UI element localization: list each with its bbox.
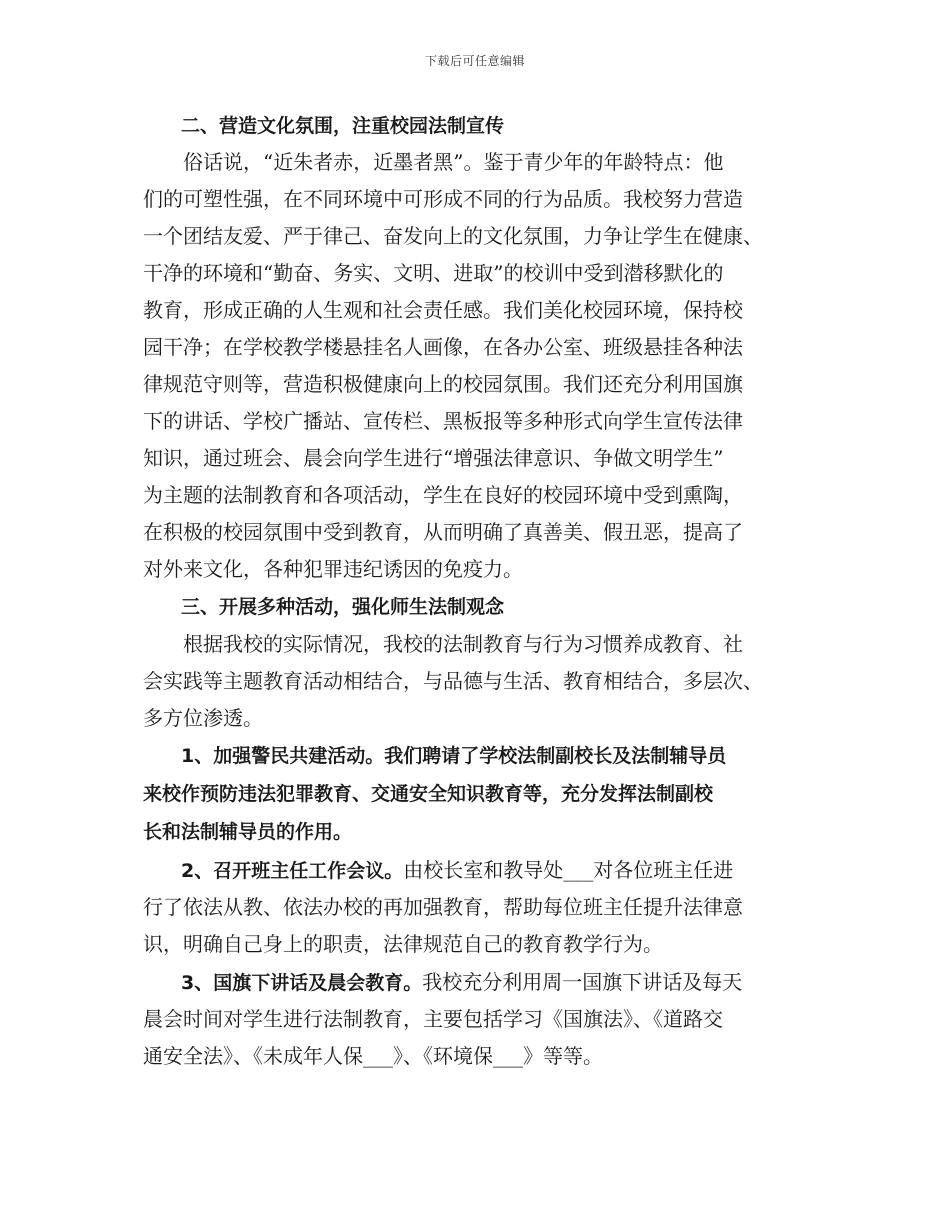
paragraph-line: 知识，通过班会、晨会向学生进行“增强法律意识、争做文明学生” [143, 446, 724, 470]
paragraph-line [143, 856, 733, 884]
section-heading: 二、营造文化氛围，注重校园法制宣传 [143, 115, 505, 137]
item-lead: 2、召开班主任工作会议。 [143, 860, 404, 882]
item-lead: 3、国旗下讲话及晨会教育。 [143, 972, 423, 994]
paragraph-line: 对外来文化，各种犯罪违纪诱因的免疫力。 [143, 557, 523, 581]
paragraph-line: 园干净；在学校教学楼悬挂名人画像，在各办公室、班级悬挂各种法 [143, 335, 743, 359]
paragraph-line: 律规范守则等，营造积极健康向上的校园氛围。我们还充分利用国旗 [143, 372, 743, 396]
paragraph-line: 会实践等主题教育活动相结合，与品德与生活、教育相结合，多层次、 [143, 669, 763, 693]
page-header: 下载后可任意编辑 [424, 54, 525, 68]
paragraph-line: 通安全法》、《未成年人保___》、《环境保___》等等。 [143, 1044, 603, 1068]
paragraph-line: 根据我校的实际情况，我校的法制教育与行为习惯养成教育、社 [143, 632, 743, 656]
paragraph-line: 下的讲话、学校广播站、宣传栏、黑板报等多种形式向学生宣传法律 [143, 409, 743, 433]
paragraph-line: 为主题的法制教育和各项活动，学生在良好的校园环境中受到熏陶， [143, 483, 743, 507]
paragraph-line: 行了依法从教、依法办校的再加强教育，帮助每位班主任提升法律意 [143, 895, 743, 919]
paragraph-line: 晨会时间对学生进行法制教育，主要包括学习《国旗法》、《道路交 [143, 1007, 723, 1031]
paragraph-line: 在积极的校园氛围中受到教育，从而明确了真善美、假丑恶，提高了 [143, 520, 743, 544]
paragraph-line: 识，明确自己身上的职责，法律规范自己的教育教学行为。 [143, 932, 663, 956]
item-body: 我校充分利用周一国旗下讲话及每天 [422, 970, 743, 994]
paragraph-line: 一个团结友爱、严于律己、奋发向上的文化氛围，力争让学生在健康、 [143, 224, 763, 248]
paragraph-line: 们的可塑性强，在不同环境中可形成不同的行为品质。我校努力营造 [143, 187, 743, 211]
item-body: 由校长室和教导处___对各位班主任进 [403, 858, 734, 882]
paragraph-line: 干净的环境和“勤奋、务实、文明、进取”的校训中受到潜移默化的 [143, 261, 724, 285]
paragraph-line [143, 968, 742, 996]
bold-paragraph-line: 长和法制辅导员的作用。 [143, 821, 353, 843]
paragraph-line: 多方位渗透。 [143, 706, 263, 730]
section-heading: 三、开展多种活动，强化师生法制观念 [143, 596, 505, 618]
bold-paragraph-line: 1、加强警民共建活动。我们聘请了学校法制副校长及法制辅导员 [143, 745, 727, 767]
paragraph-line: 俗话说，“近朱者赤，近墨者黑”。鉴于青少年的年龄特点：他 [143, 150, 724, 174]
paragraph-line: 教育，形成正确的人生观和社会责任感。我们美化校园环境，保持校 [143, 298, 743, 322]
bold-paragraph-line: 来校作预防违法犯罪教育、交通安全知识教育等，充分发挥法制副校 [143, 783, 714, 805]
